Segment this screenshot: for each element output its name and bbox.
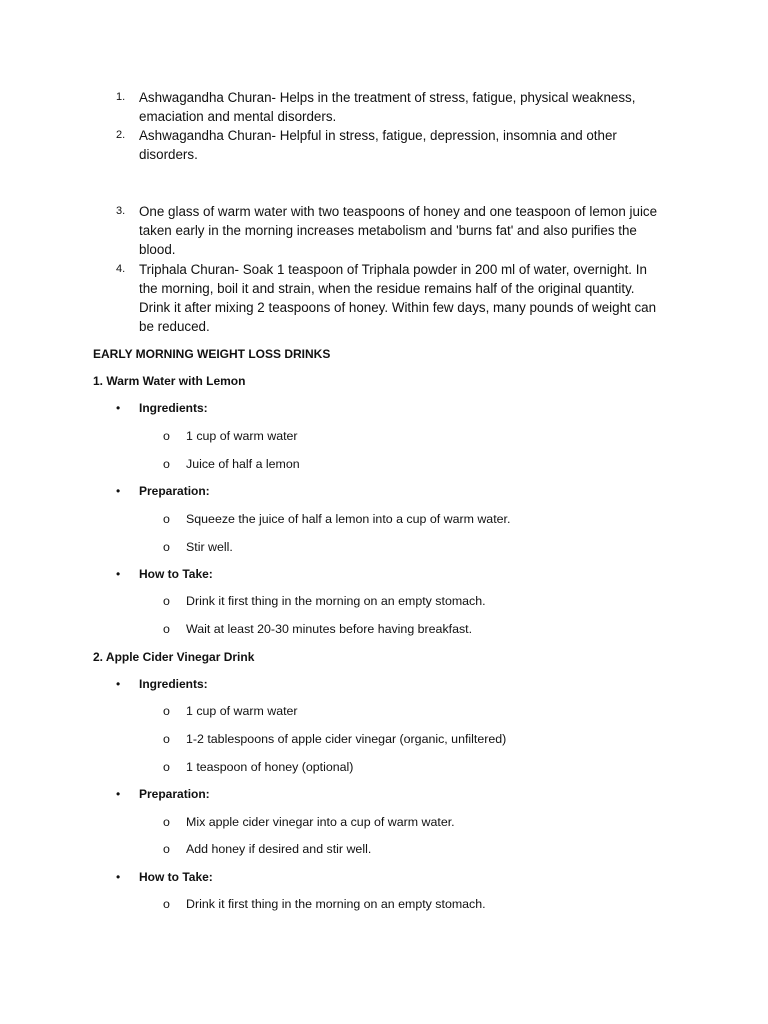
sub-item-text: Wait at least 20-30 minutes before having breakfast. [186,622,473,636]
bullet-marker: • [116,870,121,884]
list-item-text: Ashwagandha Churan- Helpful in stress, fatigue, depression, insomnia and other disorders. [139,128,617,162]
sub-marker: o [163,732,170,746]
sub-item-text: Squeeze the juice of half a lemon into a cup of warm water. [186,512,511,526]
sub-marker: o [163,815,170,829]
section-heading: EARLY MORNING WEIGHT LOSS DRINKS [93,347,331,361]
list-item [0,88,768,126]
ingredients-label: Ingredients: [139,677,208,691]
sub-marker: o [163,540,170,554]
sub-marker: o [163,842,170,856]
how-to-take-label: How to Take: [139,870,213,884]
list-item [0,202,768,259]
sub-marker: o [163,704,170,718]
list-number: 4. [116,263,126,275]
list-item-text: One glass of warm water with two teaspoons of honey and one teaspoon of lemon juice taken early in the morning increases metabolism and 'burns fat' and also purifies the blood. [139,204,658,257]
list-number: 2. [116,129,126,141]
preparation-label: Preparation: [139,484,210,498]
bullet-marker: • [116,484,121,498]
list-item-text: Triphala Churan- Soak 1 teaspoon of Triphala powder in 200 ml of water, overnight. In the morning, boil it and strain, when the residue remains half of the original quantity. Drink it after mixing 2 teaspoons of honey. Within few days, many pounds of weight can be reduced. [139,262,657,334]
how-to-take-label: How to Take: [139,567,213,581]
drink-title: 1. Warm Water with Lemon [93,374,246,388]
sub-item-text: Add honey if desired and stir well. [186,842,372,856]
sub-item-text: Mix apple cider vinegar into a cup of warm water. [186,815,455,829]
numbered-list-mid [0,202,768,336]
drink-title: 2. Apple Cider Vinegar Drink [93,650,255,664]
sub-marker: o [163,594,170,608]
sub-marker: o [163,760,170,774]
sub-marker: o [163,897,170,911]
sub-item-text: 1 cup of warm water [186,429,298,443]
sub-item-text: Drink it first thing in the morning on an empty stomach. [186,594,486,608]
list-item-text: Ashwagandha Churan- Helps in the treatment of stress, fatigue, physical weakness, emaciation and mental disorders. [139,90,636,124]
sub-marker: o [163,457,170,471]
sub-item-text: 1 teaspoon of honey (optional) [186,760,354,774]
sub-marker: o [163,512,170,526]
list-item [0,126,768,164]
sub-item-text: 1 cup of warm water [186,704,298,718]
ingredients-label: Ingredients: [139,401,208,415]
bullet-marker: • [116,677,121,691]
bullet-marker: • [116,401,121,415]
bullet-marker: • [116,787,121,801]
sub-item-text: Juice of half a lemon [186,457,300,471]
sub-marker: o [163,429,170,443]
list-item [0,260,768,336]
bullet-marker: • [116,567,121,581]
list-number: 1. [116,91,126,103]
list-number: 3. [116,205,126,217]
sub-item-text: Stir well. [186,540,233,554]
sub-marker: o [163,622,170,636]
preparation-label: Preparation: [139,787,210,801]
sub-item-text: 1-2 tablespoons of apple cider vinegar (organic, unfiltered) [186,732,507,746]
numbered-list-top [0,88,768,164]
sub-item-text: Drink it first thing in the morning on an empty stomach. [186,897,486,911]
